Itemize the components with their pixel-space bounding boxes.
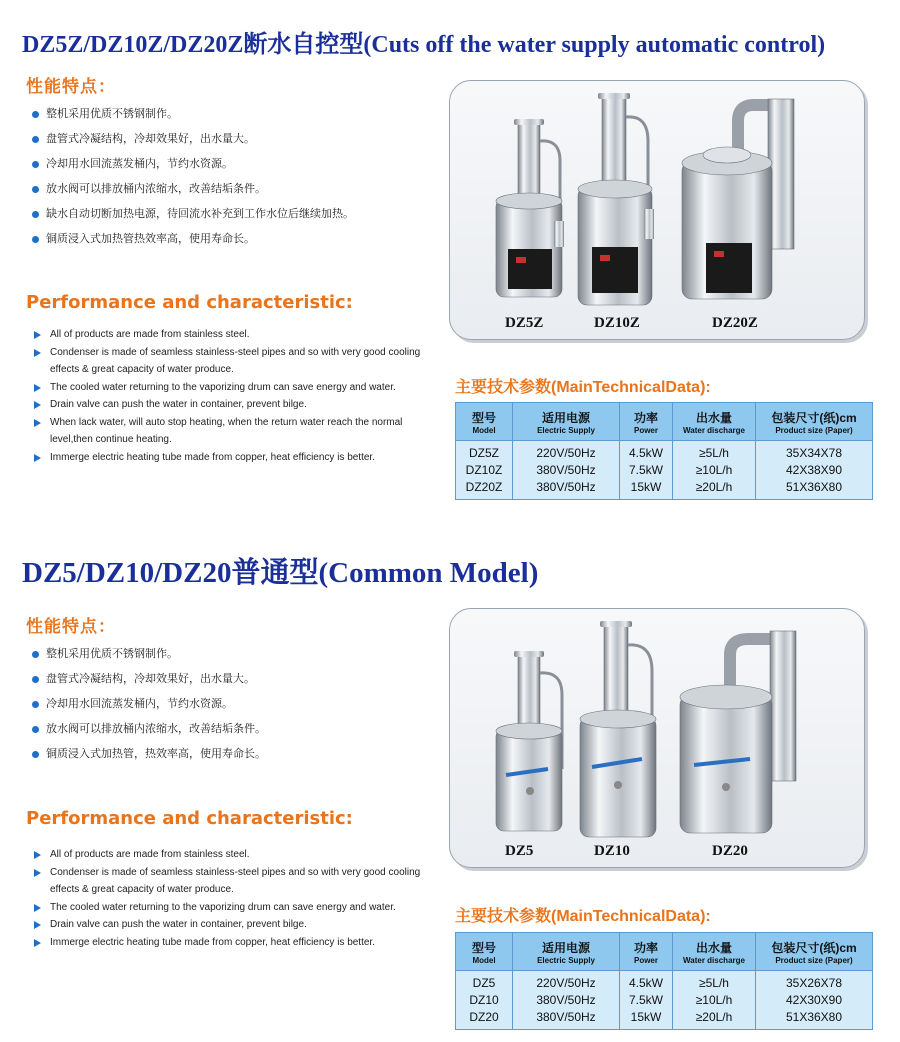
cn-feature-list bbox=[32, 102, 354, 252]
table-cell: 220V/50Hz bbox=[513, 441, 620, 463]
table-cell: 35X26X78 bbox=[756, 971, 873, 993]
product-photo bbox=[449, 80, 865, 340]
distiller-dz20z bbox=[682, 99, 794, 299]
list-item: All of products are made from stainless steel. bbox=[32, 846, 432, 864]
table-cell: ≥5L/h bbox=[673, 971, 756, 993]
table-cell: 380V/50Hz bbox=[513, 479, 620, 500]
bullet-icon bbox=[32, 186, 39, 193]
list-item: 冷却用水回流蒸发桶内，节约水资源。 bbox=[32, 152, 354, 177]
arrow-bullet-icon bbox=[34, 331, 41, 339]
table-cell: DZ20Z bbox=[456, 479, 513, 500]
list-item: 冷却用水回流蒸发桶内，节约水资源。 bbox=[32, 692, 266, 717]
column-header: 出水量 Water discharge bbox=[673, 933, 756, 971]
arrow-bullet-icon bbox=[34, 419, 41, 427]
column-header: 功率 Power bbox=[620, 403, 673, 441]
distiller-dz20 bbox=[680, 631, 796, 833]
list-item: 盘管式冷凝结构，冷却效果好，出水量大。 bbox=[32, 667, 266, 692]
table-row bbox=[456, 971, 873, 993]
list-item: 盘管式冷凝结构，冷却效果好，出水量大。 bbox=[32, 127, 354, 152]
table-cell: DZ5Z bbox=[456, 441, 513, 463]
section-title: DZ5Z/DZ10Z/DZ20Z断水自控型(Cuts off the water supply automatic control) bbox=[22, 32, 826, 58]
list-item: 缺水自动切断加热电源，待回流水补充到工作水位后继续加热。 bbox=[32, 202, 354, 227]
table-cell: ≥10L/h bbox=[673, 462, 756, 479]
table-cell: 15kW bbox=[620, 1009, 673, 1030]
list-item: Immerge electric heating tube made from copper, heat efficiency is better. bbox=[32, 934, 432, 952]
list-item: The cooled water returning to the vaporizing drum can save energy and water. bbox=[32, 899, 432, 917]
arrow-bullet-icon bbox=[34, 349, 41, 357]
list-item: Drain valve can push the water in container, prevent bilge. bbox=[32, 916, 432, 934]
photo-label: DZ5Z bbox=[505, 315, 544, 331]
arrow-bullet-icon bbox=[34, 401, 41, 409]
table-title: 主要技术参数(MainTechnicalData): bbox=[455, 379, 711, 396]
column-header: 适用电源 Electric Supply bbox=[513, 933, 620, 971]
table-cell: 7.5kW bbox=[620, 462, 673, 479]
section-auto-control bbox=[0, 0, 900, 520]
section-common-model bbox=[0, 540, 900, 1040]
table-row bbox=[456, 1009, 873, 1030]
table-row bbox=[456, 479, 873, 500]
table-cell: 220V/50Hz bbox=[513, 971, 620, 993]
table-cell: 51X36X80 bbox=[756, 1009, 873, 1030]
bullet-icon bbox=[32, 751, 39, 758]
en-features-heading: Performance and characteristic: bbox=[26, 292, 353, 313]
photo-label: DZ5 bbox=[505, 843, 534, 859]
column-header: 型号 Model bbox=[456, 933, 513, 971]
table-row bbox=[456, 462, 873, 479]
table-cell: 4.5kW bbox=[620, 971, 673, 993]
arrow-bullet-icon bbox=[34, 939, 41, 947]
table-cell: 51X36X80 bbox=[756, 479, 873, 500]
table-cell: DZ10Z bbox=[456, 462, 513, 479]
bullet-icon bbox=[32, 726, 39, 733]
list-item: 铜质浸入式加热管，热效率高，使用寿命长。 bbox=[32, 742, 266, 767]
distiller-dz10 bbox=[580, 621, 656, 837]
table-cell: DZ10 bbox=[456, 992, 513, 1009]
arrow-bullet-icon bbox=[34, 851, 41, 859]
photo-label: DZ20Z bbox=[712, 315, 758, 331]
table-cell: 42X30X90 bbox=[756, 992, 873, 1009]
section-title: DZ5/DZ10/DZ20普通型(Common Model) bbox=[22, 557, 539, 589]
cn-feature-list bbox=[32, 642, 266, 767]
distiller-illustration bbox=[450, 609, 864, 867]
table-cell: 4.5kW bbox=[620, 441, 673, 463]
table-cell: 7.5kW bbox=[620, 992, 673, 1009]
photo-label: DZ20 bbox=[712, 843, 748, 859]
distiller-illustration bbox=[450, 81, 864, 339]
photo-label: DZ10Z bbox=[594, 315, 640, 331]
table-cell: 35X34X78 bbox=[756, 441, 873, 463]
arrow-bullet-icon bbox=[34, 904, 41, 912]
spec-table bbox=[455, 402, 873, 500]
list-item: 整机采用优质不锈钢制作。 bbox=[32, 642, 266, 667]
table-cell: ≥10L/h bbox=[673, 992, 756, 1009]
bullet-icon bbox=[32, 676, 39, 683]
table-cell: ≥20L/h bbox=[673, 1009, 756, 1030]
bullet-icon bbox=[32, 211, 39, 218]
bullet-icon bbox=[32, 236, 39, 243]
list-item: Condenser is made of seamless stainless-steel pipes and so with very good cooling effects & great capacity of water produce. bbox=[32, 864, 432, 899]
product-photo bbox=[449, 608, 865, 868]
list-item: 放水阀可以排放桶内浓缩水，改善结垢条件。 bbox=[32, 177, 354, 202]
arrow-bullet-icon bbox=[34, 384, 41, 392]
bullet-icon bbox=[32, 651, 39, 658]
en-feature-list bbox=[32, 846, 432, 951]
bullet-icon bbox=[32, 701, 39, 708]
column-header: 包装尺寸(纸)cm Product size (Paper) bbox=[756, 403, 873, 441]
en-features-heading: Performance and characteristic: bbox=[26, 808, 353, 829]
arrow-bullet-icon bbox=[34, 869, 41, 877]
list-item: Condenser is made of seamless stainless-steel pipes and so with very good cooling effects & great capacity of water produce. bbox=[32, 344, 432, 379]
table-cell: ≥5L/h bbox=[673, 441, 756, 463]
distiller-dz5 bbox=[496, 651, 562, 831]
distiller-dz5z bbox=[496, 119, 564, 297]
table-row bbox=[456, 441, 873, 463]
table-cell: DZ20 bbox=[456, 1009, 513, 1030]
table-row bbox=[456, 992, 873, 1009]
table-cell: 42X38X90 bbox=[756, 462, 873, 479]
cn-features-heading: 性能特点： bbox=[26, 617, 116, 636]
list-item: 放水阀可以排放桶内浓缩水，改善结垢条件。 bbox=[32, 717, 266, 742]
column-header: 适用电源 Electric Supply bbox=[513, 403, 620, 441]
table-title: 主要技术参数(MainTechnicalData): bbox=[455, 908, 711, 925]
arrow-bullet-icon bbox=[34, 921, 41, 929]
en-feature-list bbox=[32, 326, 432, 466]
column-header: 功率 Power bbox=[620, 933, 673, 971]
list-item: 整机采用优质不锈钢制作。 bbox=[32, 102, 354, 127]
spec-table bbox=[455, 932, 873, 1030]
bullet-icon bbox=[32, 111, 39, 118]
column-header: 型号 Model bbox=[456, 403, 513, 441]
column-header: 包装尺寸(纸)cm Product size (Paper) bbox=[756, 933, 873, 971]
bullet-icon bbox=[32, 136, 39, 143]
list-item: Drain valve can push the water in container, prevent bilge. bbox=[32, 396, 432, 414]
table-cell: 380V/50Hz bbox=[513, 1009, 620, 1030]
list-item: When lack water, will auto stop heating, when the return water reach the normal level,then continue heating. bbox=[32, 414, 432, 449]
table-cell: ≥20L/h bbox=[673, 479, 756, 500]
bullet-icon bbox=[32, 161, 39, 168]
distiller-dz10z bbox=[578, 93, 654, 305]
table-cell: 15kW bbox=[620, 479, 673, 500]
table-cell: 380V/50Hz bbox=[513, 462, 620, 479]
cn-features-heading: 性能特点： bbox=[26, 77, 116, 96]
list-item: Immerge electric heating tube made from copper, heat efficiency is better. bbox=[32, 449, 432, 467]
list-item: 铜质浸入式加热管热效率高，使用寿命长。 bbox=[32, 227, 354, 252]
column-header: 出水量 Water discharge bbox=[673, 403, 756, 441]
table-cell: DZ5 bbox=[456, 971, 513, 993]
photo-label: DZ10 bbox=[594, 843, 630, 859]
list-item: All of products are made from stainless steel. bbox=[32, 326, 432, 344]
table-cell: 380V/50Hz bbox=[513, 992, 620, 1009]
arrow-bullet-icon bbox=[34, 454, 41, 462]
list-item: The cooled water returning to the vaporizing drum can save energy and water. bbox=[32, 379, 432, 397]
